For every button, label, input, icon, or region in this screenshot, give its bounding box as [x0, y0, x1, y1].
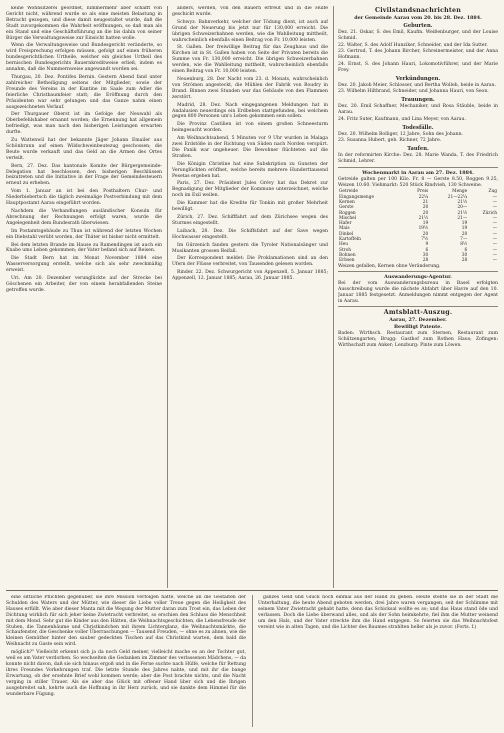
- market-cell: —: [492, 258, 497, 264]
- article-paragraph: Rinder. 22. Dez. Schwurgericht von Appenzell, 5. Januar 1885; Appenzell, 12. Januar 1885; Aarau, 26. Januar 1885.: [172, 270, 328, 282]
- market-cell: 7½: [421, 237, 429, 243]
- column-middle: [172, 6, 328, 588]
- market-cell: Mischel: [339, 215, 357, 221]
- market-cell: 6: [425, 247, 429, 253]
- market-cell: —: [492, 252, 497, 258]
- article-paragraph: Thurgau, 20. Dez. Pontifex Bernin. Gestern Abend fand unter zahlreicher Betheiligung seitens der Mitglieder, sowie der Freunde des Vereins in der Kantine im Saale zum Adler die feierliche Christbaumfeier statt; die Eröffnung durch den Präsidenten war sehr gelungen und das Ganze nahm einen ausgezeichneten Verlauf.: [6, 74, 162, 110]
- market-cell: —: [492, 194, 497, 200]
- civil-registry-title: Civilstandsnachrichten: [375, 7, 461, 14]
- banns-entry: Dez. 20. Jakob Meier, Schlosser, und Bertha Wolleb, beide in Aarau.: [338, 82, 497, 88]
- market-cell: 21—: [457, 215, 468, 221]
- article-paragraph: Die Kammer hat die Kredite für Tonkin mit großer Mehrheit bewilligt.: [172, 201, 328, 213]
- market-cell: —: [492, 231, 497, 237]
- article-paragraph: anders, werden, von den Bauern erfreut und in die Hülfe geschickt wurde.: [172, 6, 328, 17]
- banns-entry: 23. Wilhelm Hiltbrand, Schneider, und Johanna Hauri, von Seon.: [338, 89, 489, 95]
- market-cell: Heu: [339, 242, 349, 248]
- market-header-cell: Getreide: [339, 189, 358, 195]
- article-paragraph: Die Königin Christine hat eine Subskription zu Gunsten der Verunglückten eröffnet, welche bereits mehrere Hunderttausend Pesetas ergeben hat.: [172, 161, 328, 179]
- market-cell: 20: [422, 231, 429, 237]
- article-paragraph: Wenn die Verwaltungsweise und Bundesgericht veränderte, so wird Freisprechung erfolgen müssen, gefolgt auf einen früheren bundesgerichtlichen Urtheile, welcher ein gleiches Urtheil des bernischen Bundesgerichts Bauernkreditweise erließ, indem es annahm, daß die Nummernweise angewandt worden sei.: [6, 43, 162, 73]
- market-cell: —: [492, 226, 497, 232]
- article-paragraph: Bei dem letzten Brande im Hause zu Ramendingen ist auch ein Knabe ums Leben gekommen; der Vater befand sich auf Reisen.: [6, 242, 162, 254]
- marriages-heading: Trauungen.: [401, 97, 435, 104]
- market-cell: 28: [461, 258, 468, 264]
- gazette-date: Aarau, 27. Dezember.: [389, 317, 447, 324]
- section-divider: [338, 271, 498, 272]
- market-table: [338, 189, 498, 263]
- birth-entry: 22. Walter, S. des Adolf Hunziker, Schneider, und der Ida Sutter.: [338, 42, 488, 48]
- column-divider: [167, 6, 168, 588]
- market-header-cell: Preis: [417, 189, 429, 195]
- article-paragraph: keine Wohnsitzerei geordnet, nimmermehr aber schafft von Gericht nicht, während wurde so als eine meisten Belastung in Betracht gezogen, und diese damit neugestaltet wurde, daß die Stadt zuvorgekommen die Wahrheit eröffnungen, so daß man als ein Stand und eine Geschäftsführung an die bis dahin von seiner Bürger die Verwaltungsweise zur Einsicht hatten wolle.: [6, 6, 162, 41]
- market-cell: Zürich: [482, 210, 497, 216]
- feuilleton-paragraph: möglich?" Vielleicht erkennt sich ja da noch Geld meiner, vielleicht mache es an der Tochter gut, weil es am Vater verdorben. So wechselten die Gedanken im Zimmer des verlassenen Mädchens, — da konnte nicht davon, daß sie sich hinaus ergoß und in die Ferne suchte nach Hülfe, welche für Rettung ihres Freundes Vorkehrungen traf. Die letzte Stunde des Jahres nahte, und mit ihr die bange Erwartung, ob der ersehnte Brief wohl kommen werde; aber die Post brachte nichts, und die Nacht verging in stiller Trauer. Als sie aber das Glück mit offener Hand über sich und die Ihrigen ausgebreitet sah, kehrte auch die Hoffnung in ihr Herz zurück, und sie dankte dem Himmel für die wunderbare Fügung.: [6, 650, 246, 697]
- section-divider: [338, 306, 498, 307]
- emigration-title: Auswanderungs-Agentur.: [384, 274, 452, 281]
- market-cell: 21½: [457, 199, 468, 205]
- market-cell: 19: [461, 226, 468, 232]
- market-cell: 30: [461, 252, 468, 258]
- baptisms-heading: Taufen.: [407, 146, 429, 153]
- gazette-title: Amtsblatt-Auszug.: [383, 309, 453, 317]
- birth-entry: Dez. 21. Oskar, S. des Emil, Kaufm. Weißenburger, und der Louise Schmid.: [338, 30, 498, 41]
- market-header-cell: Zug: [488, 189, 497, 195]
- market-cell: 28: [422, 258, 429, 264]
- market-cell: —: [492, 215, 497, 221]
- upper-section: [6, 6, 498, 588]
- market-cell: Hafer: [339, 221, 352, 227]
- death-entry: Dez. 20. Wilhelm Bolliger, 12 Jahre, Sohn des Johann.: [338, 131, 463, 137]
- market-cell: 22¼: [418, 194, 429, 200]
- article-paragraph: Der Korrespondent meldet: Die Proklamationen sind an den Ufern der Flüsse verbreitet, von Tausenden gelesen worden.: [172, 256, 328, 268]
- market-cell: Kartoffeln: [339, 237, 361, 243]
- article-paragraph: Bern, 27. Dez. Das kantonale Komite der Bürgergemeinde-Delegation hat beschlossen, den bisherigen Beschlüssen beizutreten und die Initiative in der Frage der Gemeindesteuern erneut zu erheben.: [6, 163, 162, 187]
- market-cell: Erbsen: [339, 258, 355, 264]
- market-note: Weizen gefallen, Kernen ohne Veränderung.: [338, 263, 441, 269]
- birth-entry: 24. Ernst, S. des Johann Hauri, Lokomotivführer, und der Marie Frey.: [338, 61, 498, 73]
- market-cell: 20: [422, 205, 429, 211]
- market-cell: 9: [425, 242, 429, 248]
- article-paragraph: Vom 1. Januar an ist bei den Posthaltern Chur- und Niederbiebertsch die täglich zweimalige Postverbindung mit dem Hauptpostamt Aarau eingeführt worden.: [6, 189, 162, 207]
- article-paragraph: Neuenburg, 28. Der Nacht vom 23. d. Monats, wahrscheinlich von Strömen angesteckt, die Mühlen der Fabrik von Boudry in Brand. Binnen zwei Stunden war das Gebäude von den Flammen zerstört.: [172, 76, 328, 100]
- market-cell: 8½: [460, 242, 468, 248]
- market-cell: 19: [461, 221, 468, 227]
- article-paragraph: Madrid, 28. Dez. Nach eingegangenen Meldungen hat in Andalusien neuerdings ein Erdbeben stattgefunden, bei welchem gegen 800 Personen um's Leben gekommen sein sollen.: [172, 102, 328, 120]
- banns-heading: Verkündungen.: [395, 75, 441, 82]
- market-cell: —: [492, 205, 497, 211]
- market-intro: Getreide galten per 100 Kilo. Fr. 8 — Gerste 8.50, Roggen 9.25, Weizen 10.60. Viehmarkt: 520 Stück Rindvieh, 130 Schweine.: [338, 176, 498, 188]
- feuilleton-right: [258, 595, 498, 727]
- article-paragraph: Nachdem die Verhandlungen ausländischer Konsuln für Abrechnung der Rechnungen erfolgt waren, wurde die Angelegenheit dem Bundesrath überwiesen.: [6, 209, 162, 226]
- market-cell: Roggen: [339, 210, 356, 216]
- feuilleton-left: [6, 595, 246, 727]
- gazette-subheading: Bewilligt Patente.: [393, 324, 443, 331]
- market-cell: 19: [422, 221, 429, 227]
- market-cell: —: [492, 221, 497, 227]
- section-divider: [338, 167, 498, 168]
- column-divider: [333, 6, 334, 588]
- market-cell: 7—: [460, 237, 468, 243]
- marriage-entry: Dez. 20. Emil Schaffner, Mechaniker, und Rosa Stäuble, beide in Aarau.: [338, 104, 498, 115]
- market-cell: 21: [422, 199, 429, 205]
- feuilleton-section: [6, 595, 498, 727]
- market-cell: 20: [422, 210, 429, 216]
- market-title: Wochenmarkt in Aarau am 27. Dez. 1884.: [362, 169, 474, 176]
- market-cell: 30: [422, 252, 429, 258]
- article-paragraph: Zu Wattenwil hat der bekannte Jäger Johann Emailer aus Schönbrunn auf einen Wildschweinbeutezug geschossen; die Beute wurde verkauft und das Geld an die Armen des Ortes verteilt.: [6, 138, 162, 161]
- article-paragraph: Die Stadt Bern hat im Monat November 1884 eine Wasserversorgung erstellt, welche sich als sehr zweckmäßig erweist.: [6, 256, 162, 274]
- market-cell: —: [492, 242, 497, 248]
- article-paragraph: St. Gallen. Der freiwillige Beitrag für das Zeughaus und die Kirchen ist in St. Gallen haben von Seite der Privaten bereits die Summe von Fr. 130,000 erreicht. Die übrigen Schweizerbahnen werden, wie die Wahlleitung mittheilt, wahrscheinlich ebenfalls einen Beitrag von Fr. 10,000 leisten.: [172, 45, 328, 75]
- market-cell: —: [492, 237, 497, 243]
- births-heading: Geburten.: [403, 23, 433, 29]
- market-cell: —: [492, 247, 497, 253]
- article-paragraph: Paris, 27. Dez. Präsident Jules Grévy hat das Dekret zur Begnadigung der Mitglieder der Kommune unterzeichnet, welche noch im Exil weilen.: [172, 181, 328, 199]
- market-cell: Kernen: [339, 199, 355, 205]
- feuilleton-divider: [6, 590, 498, 591]
- market-cell: Dinkel: [339, 231, 354, 237]
- article-paragraph: Im Postamtsgebäude zu Thun ist während der letzten Wochen ein Diebstahl verübt worden, der Thäter ist bisher nicht ermittelt.: [6, 228, 162, 240]
- article-paragraph: Im Gürzenich fanden gestern die Tyroler Nationalsänger und Musikanten grossen Beifall.: [172, 242, 328, 254]
- marriage-entry: 24. Fritz Suter, Kaufmann, und Lina Meyer, von Aarau.: [338, 116, 466, 122]
- emigration-text: Bei der vom Auswanderungsbureau in Basel erfolgten Ausschreibung wurde die nächste Abfahrt über Havre auf den 10. Januar 1885 festgesetzt. Anmeldungen nimmt entgegen der Agent in Aarau.: [338, 281, 498, 304]
- market-cell: 20: [461, 231, 468, 237]
- baptism-entry: In der reformirten Kirche: Dez. 28. Marie Wanda, T. des Friedrich Schmid, Lehrer.: [338, 153, 498, 164]
- article-paragraph: Die Provinz Castilien ist von einem großen Schneesturm heimgesucht worden.: [172, 122, 328, 134]
- feuilleton-paragraph: ganzes Geld und Glück noch einmal aus der Hand zu geben. Heute stellte sie in der Stadt die Unterhaltung, die heute Abend geboten werden, drei Jahre waren vergangen, seit der Schlimme mit seinem Vater Zwietracht gehabt hatte, denn das Schicksal wollte es so; und das Haus stand öde und verlassen. Doch die Liebe überwand alles, und als der Sohn heimkehrte, fiel ihm die Mutter weinend um den Hals, und der Vater streckte ihm die Hand entgegen. So feierten sie das Weihnachtsfest vereint wie in alten Tagen, und die Lichter des Baumes strahlten heller als je zuvor. (Forts. f.): [258, 595, 498, 630]
- article-paragraph: Der Thurgauer Oberst ist im Gefolge der Neuwahl als Oberbefehlshaber ernannt worden; die Ernennung hat allgemein befriedigt, was man nach den bisherigen Leistungen erwarten durfte.: [6, 112, 162, 136]
- market-cell: Gerste: [339, 205, 354, 211]
- column-left: [6, 6, 162, 588]
- market-cell: Bohnen: [339, 252, 356, 258]
- market-cell: 6: [464, 247, 468, 253]
- market-cell: 21½: [457, 210, 468, 216]
- market-cell: 19½: [418, 226, 429, 232]
- column-right: [338, 6, 498, 588]
- market-cell: 20—: [457, 205, 468, 211]
- market-cell: —: [492, 199, 497, 205]
- death-entry: 23. Susanna Hubert, geb. Richner, 72 Jahre.: [338, 138, 442, 144]
- article-paragraph: Am Weihnachtsabend, 5 Minuten vor 9 Uhr wurden in Malaga zwei Erdstöße in der Richtung von Süden nach Norden verspürt. Die Panik war ungeheuer. Die Bewohner flüchteten auf die Straßen.: [172, 136, 328, 159]
- birth-entry: 23. Gertrud, T. des Johann Bircher, Schreinermeister, und der Anna Hofmann.: [338, 49, 498, 61]
- column-divider: [252, 595, 253, 727]
- civil-registry-subtitle: der Gemeinde Aarau vom 20. bis 28. Dez. 1884.: [354, 15, 482, 21]
- article-paragraph: Laibach, 28. Dez. Die Schiffsfahrt auf der Save wegen Hochwasser eingestellt.: [172, 228, 328, 240]
- market-cell: 21½: [418, 215, 429, 221]
- article-paragraph: Uri. Am 20. Dezember verunglückte auf der Strecke bei Göschenen ein Arbeiter, der von einem herabfallenden Steine getroffen wurde.: [6, 276, 162, 293]
- market-cell: 21—22¼: [447, 194, 468, 200]
- market-cell: Stroh: [339, 247, 352, 253]
- market-header-cell: Menge: [452, 189, 468, 195]
- market-cell: Mais: [339, 226, 350, 232]
- deaths-heading: Todesfälle.: [402, 124, 434, 131]
- article-paragraph: Schwyz. Bahnverkehr, welcher der Tödung dient, ist auch auf Grund der Neuerung bis jetzt nur für 130,000 erreicht. Die übrigen Schweizerbahnen werden, wie die Wahlleitung mittheilt, wahrscheinlich ebenfalls einen Beitrag von Fr. 10,000 leisten.: [172, 19, 328, 43]
- feuilleton-paragraph: eine sittliche Pflichten gegenüber, sie ihre Mission verfolgen hatte, welche an die Gestalten der Schulden des Waters und der Mütter, wie dieser die Liebe voller Treue gegen die Heiligkeit des Hauses erfüllt. Wie aber dieser Manta mit die Wegung der Mutter daran zum Trost ein, das Leben der Dichtung wirklich für sich jeher keine Zwietracht verbreitet, so erschien den Schluss die Menschheit mit dem Mond. Sehr gut die Kinder aus den Hätten, die Weihnachtsgeschichten, die Lebensfreude der Stuben, die Tannenbäume und Christkindchen mit ihrem Lichterglanz, die Weihnachtsmärkte, die Schaufenster, die Geschenke voller Überraschungen — Tausend Freuden, — ohne es zu ahnen, wie die kleinen Gemüther hinter den sauber gedeckten Tischen auf das Christkind warten, dem bald die Weihnacht zu Gaste sein wird.: [6, 595, 246, 648]
- article-paragraph: Zürich, 27. Dez. Schifffahrt auf dem Zürichsee wegen des Sturmes eingestellt.: [172, 215, 328, 226]
- gazette-text: Baden: Wirthsch. Restaurant zum Sternen, Restaurant zum Schützengarten; Brugg: Gasthof zum Rothen Haus; Zofingen: Wirthschaft zum Anker; Lenzburg: Pinte zum Löwen.: [338, 331, 498, 349]
- market-cell: Eingangsmenge: [339, 194, 374, 200]
